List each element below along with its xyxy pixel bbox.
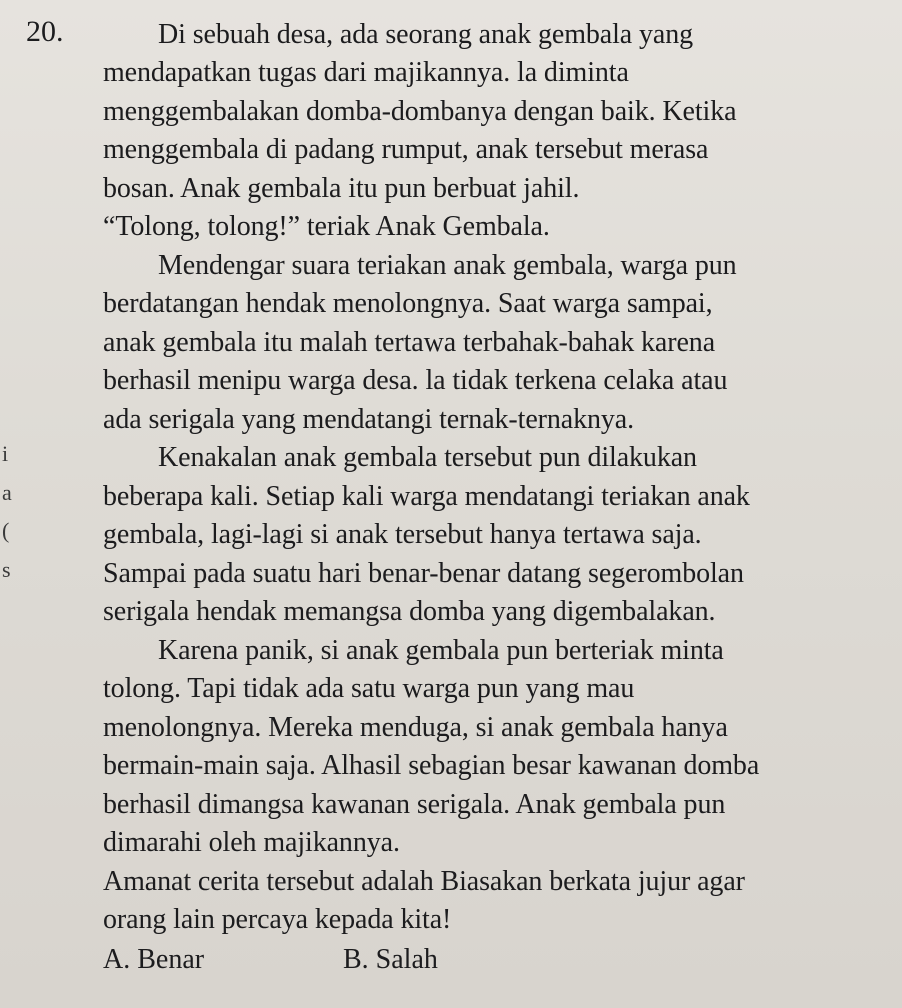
question-prompt-line-1: Amanat cerita tersebut adalah Biasakan berkata jujur agar	[103, 866, 745, 897]
margin-mark-4: s	[2, 557, 11, 582]
option-a[interactable]: A. Benar	[103, 944, 205, 975]
story-line-4: menggembala di padang rumput, anak tersebut merasa	[103, 134, 709, 165]
story-line-10: berhasil menipu warga desa. la tidak terkena celaka atau	[103, 365, 728, 396]
story-line-19: menolongnya. Mereka menduga, si anak gembala hanya	[103, 712, 728, 743]
story-line-18: tolong. Tapi tidak ada satu warga pun yang mau	[103, 673, 635, 704]
story-line-7: Mendengar suara teriakan anak gembala, warga pun	[158, 250, 737, 281]
story-line-1: Di sebuah desa, ada seorang anak gembala yang	[158, 19, 694, 50]
story-line-2: mendapatkan tugas dari majikannya. la diminta	[103, 57, 629, 88]
story-line-5: bosan. Anak gembala itu pun berbuat jahil.	[103, 173, 580, 204]
story-line-17: Karena panik, si anak gembala pun berteriak minta	[158, 635, 724, 666]
question-prompt-line-2: orang lain percaya kepada kita!	[103, 904, 452, 935]
story-line-6: “Tolong, tolong!” teriak Anak Gembala.	[103, 211, 550, 242]
story-line-22: dimarahi oleh majikannya.	[103, 827, 400, 858]
story-line-14: gembala, lagi-lagi si anak tersebut hanya tertawa saja.	[103, 519, 702, 550]
story-line-16: serigala hendak memangsa domba yang digembalakan.	[103, 596, 716, 627]
story-line-13: beberapa kali. Setiap kali warga mendatangi teriakan anak	[103, 481, 750, 512]
margin-mark-1: i	[2, 441, 9, 466]
story-line-3: menggembalakan domba-dombanya dengan baik. Ketika	[103, 96, 737, 127]
story-line-20: bermain-main saja. Alhasil sebagian besar kawanan domba	[103, 750, 760, 781]
answer-options	[103, 943, 623, 983]
question-number: 20.	[26, 15, 64, 48]
story-line-9: anak gembala itu malah tertawa terbahak-bahak karena	[103, 327, 716, 358]
story-line-8: berdatangan hendak menolongnya. Saat warga sampai,	[103, 288, 713, 319]
story-line-15: Sampai pada suatu hari benar-benar datang segerombolan	[103, 558, 744, 589]
margin-mark-2: a	[2, 480, 12, 505]
story-line-11: ada serigala yang mendatangi ternak-ternaknya.	[103, 404, 635, 435]
margin-mark-3: (	[2, 518, 10, 543]
story-line-12: Kenakalan anak gembala tersebut pun dilakukan	[158, 442, 697, 473]
story-line-21: berhasil dimangsa kawanan serigala. Anak gembala pun	[103, 789, 726, 820]
option-b[interactable]: B. Salah	[343, 944, 438, 975]
